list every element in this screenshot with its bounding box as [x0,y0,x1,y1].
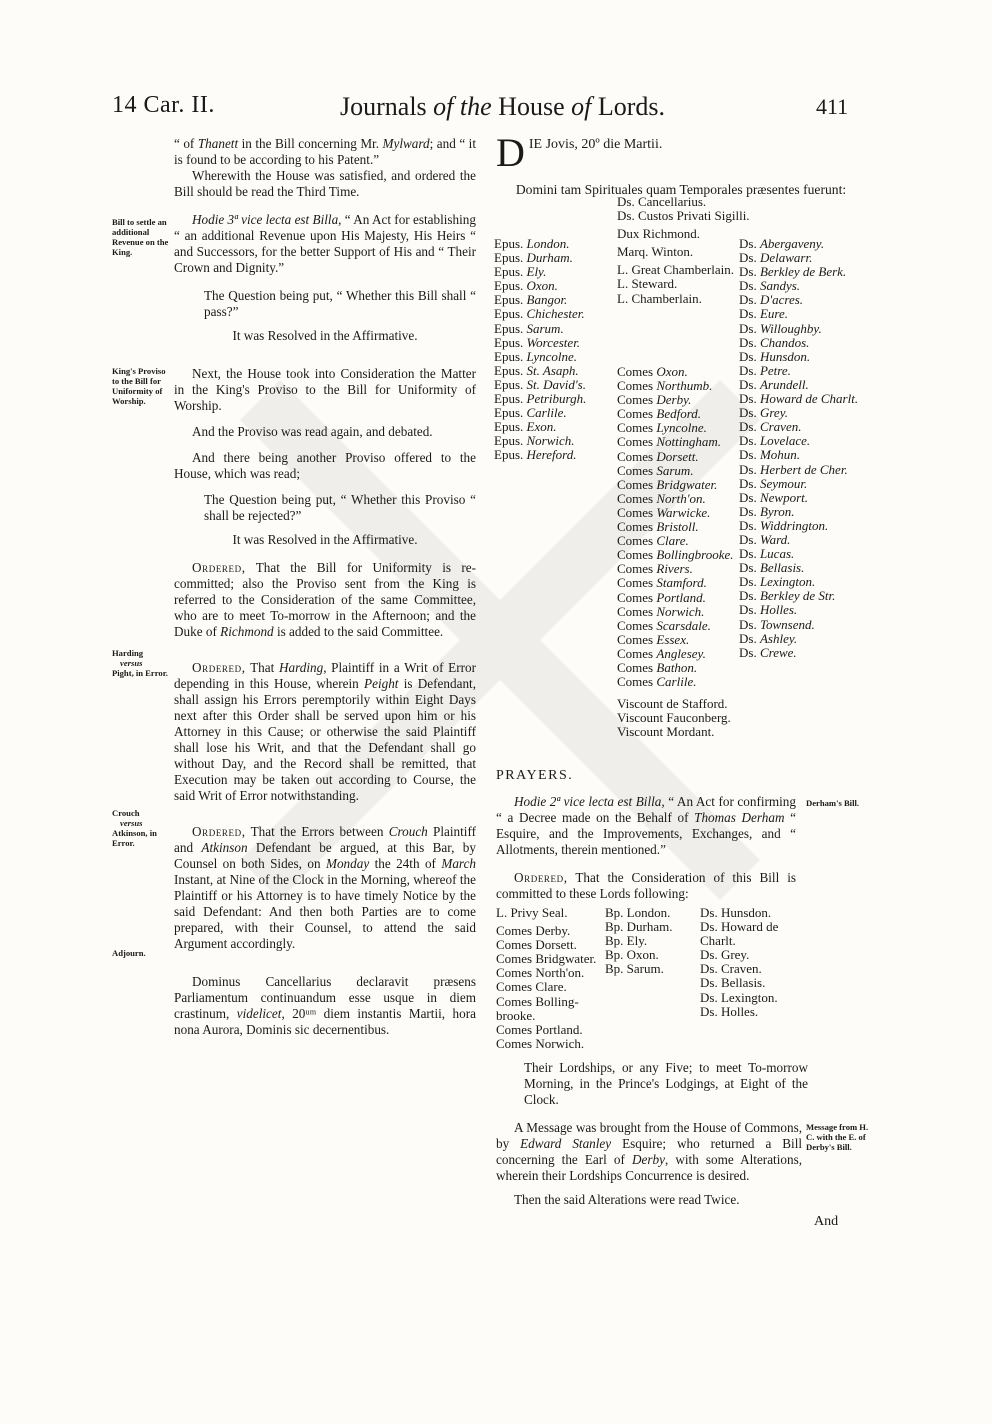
list-item: Comes Bristoll. [617,519,699,535]
message-paragraph: A Message was brought from the House of Commons, by Edward Stanley Esquire; who returned a Bill concerning the Earl of Derby, with some Alterations, wherein their Lordships Concurrence is desired. Then the said Alterations were read Twice. [496,1120,803,1207]
header-title: Journals of the House of Lords. [340,92,666,121]
list-item: Comes North'on. [617,490,706,506]
list-item: Comes North'on. [496,965,585,981]
list-item: Ds. Lucas. [739,546,795,562]
list-item: Ds. Seymour. [739,475,808,491]
list-item: Epus. Carlile. [494,405,567,421]
resolution: It was Resolved in the Affirmative. [232,532,418,547]
officers-list [617,195,750,306]
list-item: Comes Warwicke. [617,504,711,520]
order-paragraph: Ordered, That the Consideration of this Bill is committed to these Lords following: [496,870,796,901]
list-item: Comes Portland. [496,1021,583,1037]
list-item: Comes Bridgwater. [496,951,597,967]
paragraph: Wherewith the House was satisfied, and ordered the Bill should be read the Third Time. [174,168,476,199]
list-item: Ds. Custos Privati Sigilli. [617,208,750,224]
list-item: Ds. Townsend. [739,616,815,632]
resolution: It was Resolved in the Affirmative. [232,328,418,343]
list-item: Ds. Ward. [739,531,791,547]
list-item: Ds. Newport. [739,489,808,505]
right-column-body [496,768,796,902]
bishops-list [494,237,586,463]
barons-list [739,237,858,660]
list-item: Epus. Petriburgh. [494,391,587,407]
list-item: Epus. Lyncolne. [494,348,578,364]
list-item: Ds. Herbert de Cher. [739,461,848,477]
viscounts-list [617,697,731,739]
list-item: Viscount de Stafford. [617,696,728,711]
list-item: Comes Stamford. [617,575,707,591]
question: The Question being put, “ Whether this Bill shall “ pass?” [204,288,476,319]
list-item: Ds. Delawarr. [739,250,813,266]
list-item: Epus. Hereford. [494,447,577,463]
list-item: Ds. Craven. [700,961,762,977]
committee-column-3 [700,906,778,1019]
order-paragraph: Ordered, That Harding, Plaintiff in a Writ of Error depending in this House, wherein Peight is Defendant, shall assign his Errors peremptorily within Eight Days next after this Order shall be served upon him or his Attorney in this Cause; or otherwise the said Plaintiff shall lose his Writ, and that the Defendant shall go without Day, and the Record shall be remitted, that Execution may be taken out according to Course, the said Writ of Error notwithstanding. [174,660,477,803]
page-number: 411 [816,94,849,119]
list-item: Comes Sarum. [617,462,694,478]
list-item: Ds. Berkley de Str. [739,588,836,604]
list-item: Ds. Holles. [739,602,798,618]
list-item: Comes Clare. [496,979,567,995]
list-item: Ds. Petre. [739,362,791,378]
list-item: Comes Oxon. [617,364,688,379]
list-item: Epus. Ely. [494,264,547,280]
paragraph: And the Proviso was read again, and debated. [192,424,433,439]
list-item: Bp. Durham. [605,919,673,935]
header-regnal-year: 14 Car. II. [112,92,215,118]
list-item: Ds. Craven. [739,419,802,435]
list-item: Comes Dorsett. [617,448,699,464]
list-item: Comes Lyncolne. [617,420,707,436]
question: The Question being put, “ Whether this Proviso “ shall be rejected?” [204,492,476,523]
list-item: Ds. Holles. [700,1003,759,1019]
margin-note-proviso: King's Proviso to the Bill for Uniformity of Worship. [112,366,166,406]
list-item: Ds. Howard de [700,919,779,935]
list-item: Comes Bedford. [617,406,702,422]
right-column-heading [496,130,866,198]
list-item: Bp. Sarum. [605,961,664,977]
paragraph: “ of Thanett in the Bill concerning Mr. Mylward; and “ it is found to be according to his Patent.” [174,136,476,167]
paragraph: Next, the House took into Consideration the Matter in the King's Proviso to the Bill for Uniformity of Worship. [174,366,476,413]
list-item: Viscount Fauconberg. [617,710,731,726]
list-item: Ds. Ashley. [739,630,798,646]
committee-column-2 [605,906,673,976]
list-item: Comes Bollingbrooke. [617,547,734,563]
margin-note-revenue: Bill to settle an additional Revenue on the King. [112,217,169,257]
list-item: Comes Nottingham. [617,434,722,450]
list-item: Ds. Arundell. [739,376,809,392]
paragraph: And there being another Proviso offered to the House, which was read; [174,450,476,481]
list-item: Comes Scarsdale. [617,617,711,633]
list-item: Epus. London. [494,236,570,251]
paragraph: Hodie 2ª vice lecta est Billa, “ An Act for confirming “ a Decree made on the Behalf of Thomas Derham “ Esquire, and the Improvements, Exchanges, and “ Allotments, therein mentioned.” [496,794,796,857]
attendance-heading: Domini tam Spirituales quam Temporales præsentes fuerunt: [515,182,847,197]
list-item: Comes Norwich. [496,1035,585,1051]
adjournment-paragraph: Dominus Cancellarius declaravit præsens Parliamentum continuandum esse usque in diem crastinum, videlicet, 20ᵘᵐ diem instantis Martii, hora nona Aurora, Dominis sic decernentibus. [174,974,476,1037]
list-item: Ds. Grey. [700,947,750,963]
list-item: Charlt. [700,933,736,949]
list-item: Epus. Chichester. [494,306,585,322]
list-item: Comes Portland. [617,589,706,605]
list-item: Bp. Ely. [605,933,648,949]
list-item: Comes Derby. [496,923,571,939]
committee-meeting-note: Their Lordships, or any Five; to meet To-morrow Morning, in the Prince's Lodgings, at Eight of the Clock. [524,1060,808,1107]
paragraph: Hodie 3ª vice lecta est Billa, “ An Act for establishing “ an additional Revenue upon His Majesty, His Heirs “ and Successors, for the better Support of His and “ Their Crown and Dignity.” [174,212,476,275]
list-item: Comes Bathon. [617,659,698,675]
order-paragraph: Ordered, That the Bill for Uniformity is re-committed; also the Proviso sent from the King is referred to the Consideration of the same Committee, who are to meet To-morrow in the Afternoon; and the Duke of Richmond is added to the said Committee. [174,560,476,639]
list-item: brooke. [496,1007,536,1023]
list-item: Epus. Norwich. [494,433,575,449]
list-item: Comes Essex. [617,631,690,647]
list-item: Ds. Bellasis. [700,975,766,991]
list-item: Ds. Lexington. [739,574,816,590]
list-item: Ds. Abergaveny. [739,236,825,251]
list-item: Epus. Worcester. [494,334,581,350]
list-item: Epus. Sarum. [494,320,564,336]
list-item: Ds. Crewe. [739,644,797,660]
list-item: Ds. D'acres. [739,292,804,308]
list-item: Comes Carlile. [617,674,697,690]
list-item: Ds. Mohun. [739,447,801,463]
list-item: Ds. Lovelace. [739,433,811,449]
list-item: Ds. Sandys. [739,278,801,294]
list-item: Comes Anglesey. [617,645,706,661]
list-item: Comes Bolling- [496,993,579,1009]
sitting-date: DIE Jovis, 20º die Martii. [496,130,663,175]
list-item: Dux Richmond. [617,226,701,242]
list-item: Comes Dorsett. [496,937,577,953]
list-item: Ds. Hunsdon. [700,905,772,920]
list-item: Comes Northumb. [617,378,713,394]
list-item: Ds. Willoughby. [739,320,822,336]
list-item: Bp. London. [605,905,671,920]
list-item: Ds. Grey. [739,405,788,421]
list-item: Epus. St. Asaph. [494,362,579,378]
list-item: Epus. Durham. [494,250,573,266]
list-item: Viscount Mordant. [617,724,715,740]
margin-note-adjourn: Adjourn. [112,948,146,958]
list-item: Epus. Bangor. [494,292,568,308]
list-item: L. Steward. [617,276,678,292]
list-item: Comes Derby. [617,392,692,408]
left-column [174,136,476,1038]
order-paragraph: Ordered, That the Errors between Crouch Plaintiff and Atkinson Defendant be argued, at this Bar, by Counsel on both Sides, on Monday the 24th of March Instant, at Nine of the Clock in the Morning, whereof the Plaintiff or his Attorney is to have timely Notice by the said Defendant: And then both Parties are to come prepared, with their Counsel, to attend the said Argument accordingly. [174,824,477,951]
margin-note-derham: Derham's Bill. [806,798,859,808]
prayers-heading: PRAYERS. [496,768,574,783]
list-item: L. Great Chamberlain. [617,262,734,278]
list-item: Ds. Hunsdon. [739,348,811,364]
list-item: Marq. Winton. [617,244,694,260]
list-item: Ds. Lexington. [700,989,778,1005]
list-item: Comes Rivers. [617,561,693,577]
committee-column-1 [496,906,596,1051]
list-item: Ds. Byron. [739,503,795,519]
list-item: Epus. Oxon. [494,278,558,294]
catchword: And [814,1214,839,1229]
list-item: Epus. St. David's. [494,376,586,392]
list-item: Comes Norwich. [617,603,705,619]
list-item: Comes Clare. [617,533,689,549]
list-item: Ds. Howard de Charlt. [739,391,859,407]
margin-note-harding: Harding versus Pight, in Error. [112,648,168,678]
list-item: Ds. Bellasis. [739,560,805,576]
list-item: Ds. Chandos. [739,334,810,350]
list-item: L. Privy Seal. [496,905,568,920]
list-item: Ds. Berkley de Berk. [739,264,847,280]
list-item: Epus. Exon. [494,419,557,435]
list-item: Bp. Oxon. [605,947,659,963]
list-item: L. Chamberlain. [617,290,702,306]
list-item: Ds. Cancellarius. [617,194,707,209]
margin-note-crouch: Crouch versus Atkinson, in Error. [112,808,157,848]
margin-note-message: Message from H. C. with the E. of Derby's Bill. [806,1122,869,1152]
list-item: Ds. Eure. [739,306,788,322]
list-item: Comes Bridgwater. [617,476,718,492]
list-item: Ds. Widdrington. [739,517,829,533]
earls-list [617,365,734,689]
